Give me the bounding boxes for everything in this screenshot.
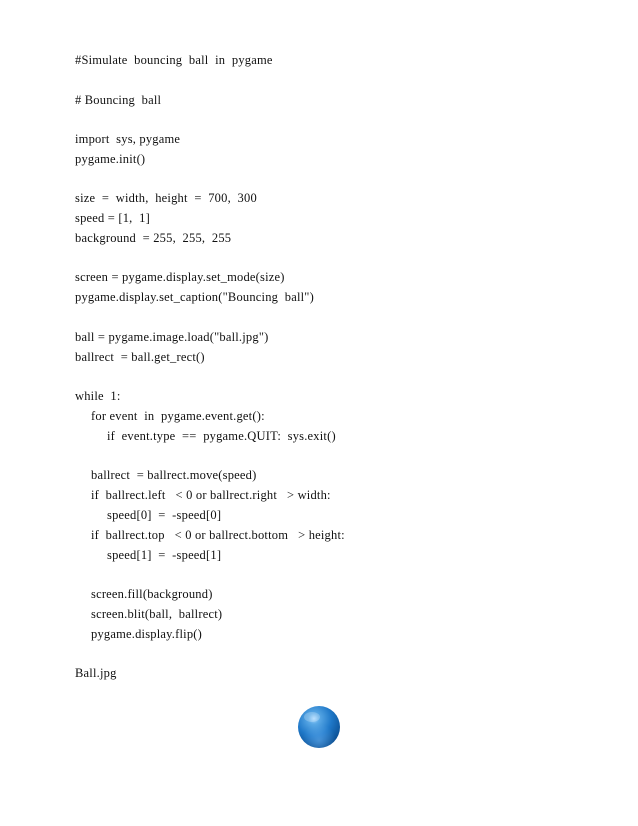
code-line-if-quit: if event.type == pygame.QUIT: sys.exit(): [107, 429, 336, 443]
code-line-flip: pygame.display.flip(): [91, 627, 202, 641]
code-line-for-event: for event in pygame.event.get():: [91, 409, 265, 423]
code-line-speed-x: speed[0] = -speed[0]: [107, 508, 222, 522]
code-line-import: import sys, pygame: [75, 132, 181, 146]
code-line-fill: screen.fill(background): [91, 587, 213, 601]
comment-line-simulate: #Simulate bouncing ball in pygame: [75, 53, 273, 67]
code-line-while: while 1:: [75, 389, 121, 403]
code-line-ball-load: ball = pygame.image.load("ball.jpg"): [75, 330, 269, 344]
code-line-blit: screen.blit(ball, ballrect): [91, 607, 223, 621]
code-line-ballrect: ballrect = ball.get_rect(): [75, 350, 205, 364]
code-line-screen: screen = pygame.display.set_mode(size): [75, 270, 285, 284]
code-line-move: ballrect = ballrect.move(speed): [91, 468, 257, 482]
code-line-speed: speed = [1, 1]: [75, 211, 150, 225]
code-line-init: pygame.init(): [75, 152, 146, 166]
code-line-background: background = 255, 255, 255: [75, 231, 232, 245]
blue-ball-icon: [296, 704, 342, 750]
code-line-if-left-right: if ballrect.left < 0 or ballrect.right > width:: [91, 488, 331, 502]
code-line-if-top-bottom: if ballrect.top < 0 or ballrect.bottom > height:: [91, 528, 345, 542]
code-line-caption: pygame.display.set_caption("Bouncing ball"): [75, 290, 314, 304]
code-line-size: size = width, height = 700, 300: [75, 191, 257, 205]
code-line-speed-y: speed[1] = -speed[1]: [107, 548, 222, 562]
comment-line-bouncing-ball: # Bouncing ball: [75, 93, 162, 107]
image-caption: Ball.jpg: [75, 666, 117, 680]
